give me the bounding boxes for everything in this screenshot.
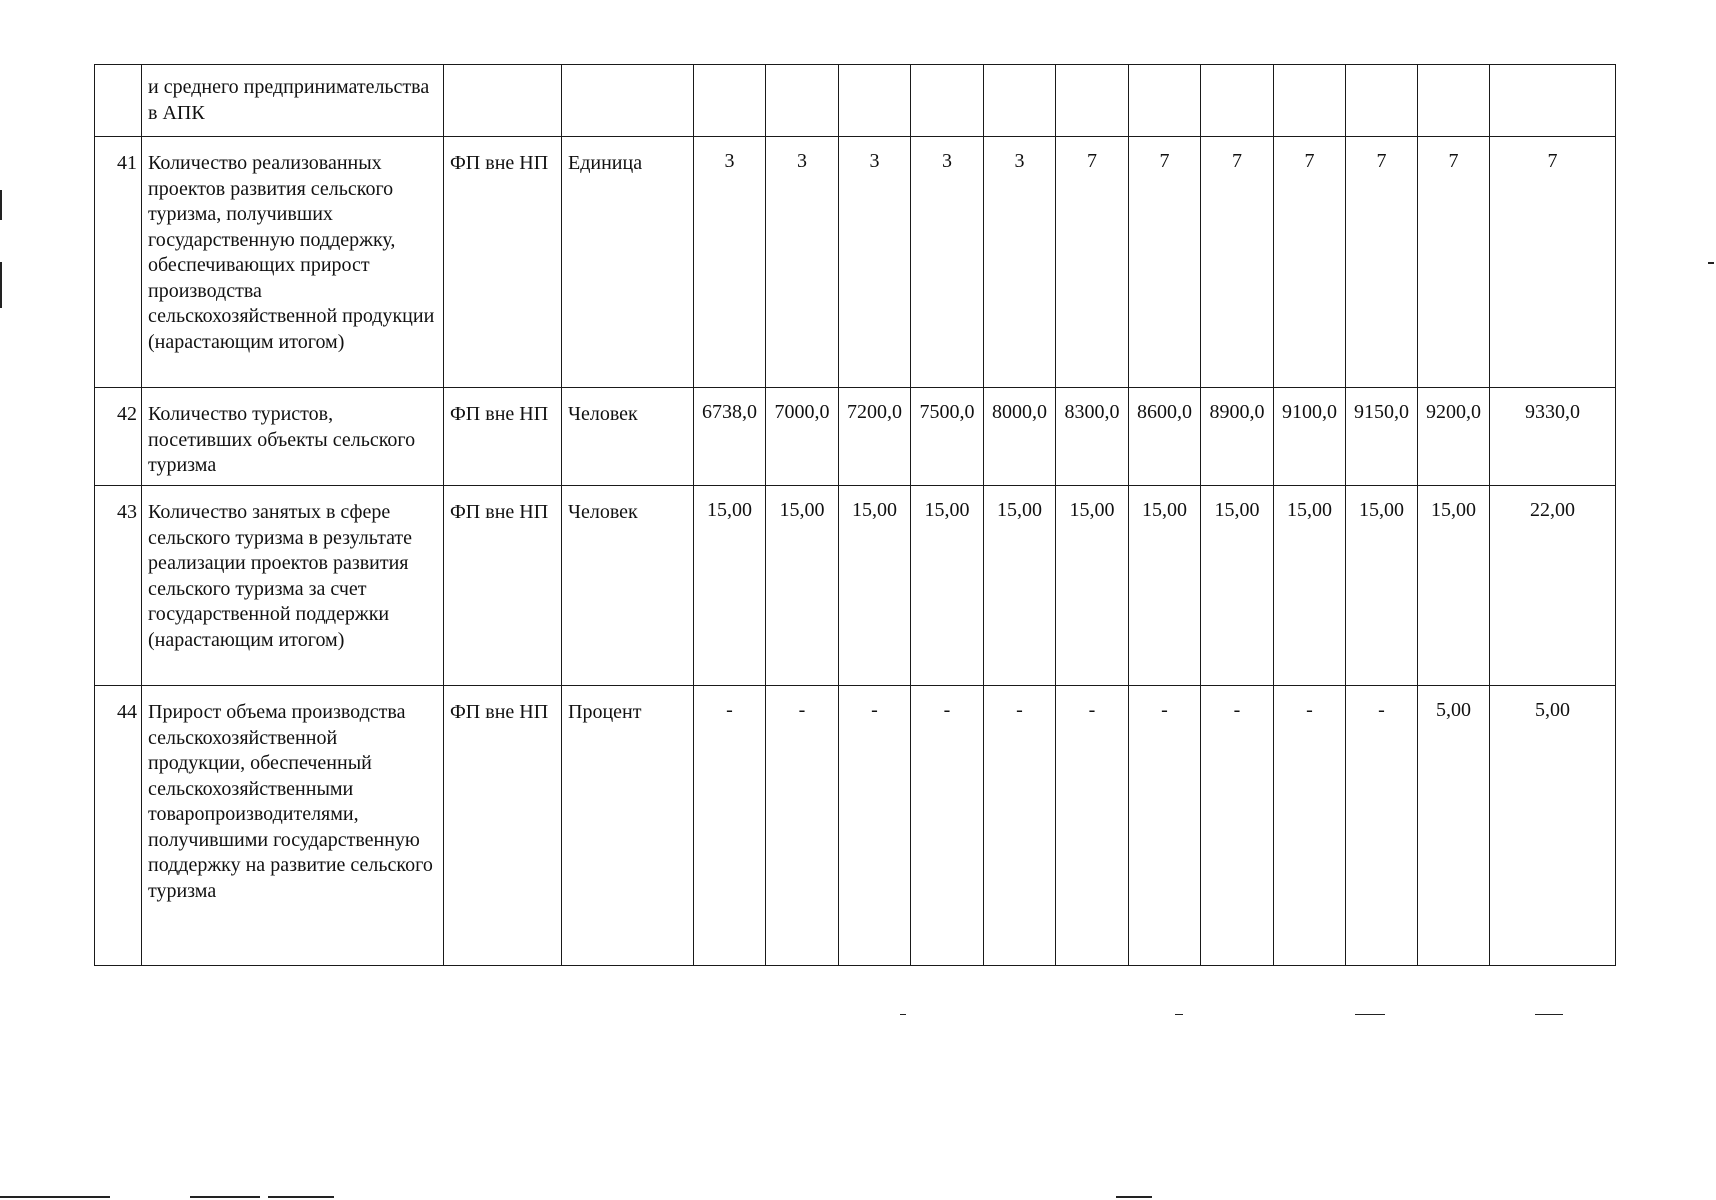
row-number [95,65,142,137]
value-cell: 15,00 [1346,486,1418,686]
source-cell: ФП вне НП [444,137,562,388]
value-cell: 3 [984,137,1056,388]
value-cell: 15,00 [1129,486,1201,686]
value-cell: 8900,0 [1201,388,1274,486]
value-cell [839,65,911,137]
value-cell: 8000,0 [984,388,1056,486]
value-cell: - [911,686,984,966]
value-cell [1056,65,1129,137]
source-cell: ФП вне НП [444,388,562,486]
scan-mark [900,1014,906,1015]
value-cell: - [766,686,839,966]
unit-cell: Единица [562,137,694,388]
value-cell: 9200,0 [1418,388,1490,486]
value-cell: 15,00 [1201,486,1274,686]
scan-mark [1175,1014,1183,1015]
value-cell: 7 [1056,137,1129,388]
scan-mark [1708,262,1714,264]
value-cell: - [694,686,766,966]
table-row [95,137,1616,388]
value-cell: 15,00 [839,486,911,686]
scan-mark [190,1196,260,1198]
table-row [95,486,1616,686]
unit-cell [562,65,694,137]
value-cell: - [984,686,1056,966]
value-cell [1346,65,1418,137]
value-cell: - [839,686,911,966]
value-cell: - [1201,686,1274,966]
value-cell [766,65,839,137]
value-cell [1274,65,1346,137]
indicator-name: Количество реализованных проектов развития сельского туризма, получивших государственную поддержку, обеспечивающих прирост производства сельскохозяйственной продукции (нарастающим итогом) [142,137,444,388]
source-cell: ФП вне НП [444,686,562,966]
value-cell: 15,00 [1418,486,1490,686]
value-cell: 5,00 [1418,686,1490,966]
scan-mark [1355,1014,1385,1015]
indicator-name: Количество занятых в сфере сельского туризма в результате реализации проектов развития сельского туризма за счет государственной поддержки (нарастающим итогом) [142,486,444,686]
value-cell [1490,65,1616,137]
indicators-table [94,64,1616,966]
scan-mark [268,1196,334,1198]
value-cell: - [1274,686,1346,966]
value-cell: 15,00 [911,486,984,686]
unit-cell: Процент [562,686,694,966]
indicator-name: Прирост объема производства сельскохозяйственной продукции, обеспеченный сельскохозяйственными товаропроизводителями, получившими государственную поддержку на развитие сельского туризма [142,686,444,966]
value-cell [1418,65,1490,137]
value-cell: 15,00 [984,486,1056,686]
indicator-name: и среднего предпринимательства в АПК [142,65,444,137]
value-cell: 3 [694,137,766,388]
value-cell: 9330,0 [1490,388,1616,486]
source-cell [444,65,562,137]
value-cell: 22,00 [1490,486,1616,686]
value-cell: - [1346,686,1418,966]
value-cell: 7 [1129,137,1201,388]
value-cell [1201,65,1274,137]
value-cell [1129,65,1201,137]
table-row [95,388,1616,486]
value-cell: 7 [1490,137,1616,388]
value-cell [984,65,1056,137]
scan-mark [0,190,2,220]
value-cell: 3 [839,137,911,388]
value-cell: 3 [911,137,984,388]
value-cell: 7200,0 [839,388,911,486]
row-number: 44 [95,686,142,966]
value-cell: - [1129,686,1201,966]
value-cell: 8300,0 [1056,388,1129,486]
value-cell: 8600,0 [1129,388,1201,486]
table-row [95,65,1616,137]
value-cell: 7000,0 [766,388,839,486]
value-cell: 15,00 [1056,486,1129,686]
value-cell: 7 [1201,137,1274,388]
value-cell: 7 [1274,137,1346,388]
value-cell: 7500,0 [911,388,984,486]
row-number: 43 [95,486,142,686]
value-cell: 9100,0 [1274,388,1346,486]
scan-mark [1535,1014,1563,1015]
unit-cell: Человек [562,486,694,686]
value-cell: 6738,0 [694,388,766,486]
value-cell [911,65,984,137]
value-cell: 5,00 [1490,686,1616,966]
value-cell: 7 [1418,137,1490,388]
value-cell: 15,00 [1274,486,1346,686]
unit-cell: Человек [562,388,694,486]
indicator-name: Количество туристов, посетивших объекты сельского туризма [142,388,444,486]
value-cell: - [1056,686,1129,966]
value-cell: 7 [1346,137,1418,388]
value-cell: 3 [766,137,839,388]
value-cell [694,65,766,137]
scan-mark [1116,1196,1152,1198]
source-cell: ФП вне НП [444,486,562,686]
value-cell: 9150,0 [1346,388,1418,486]
row-number: 42 [95,388,142,486]
scan-mark [0,1196,110,1198]
row-number: 41 [95,137,142,388]
table-row [95,686,1616,966]
scan-mark [0,262,2,308]
value-cell: 15,00 [694,486,766,686]
value-cell: 15,00 [766,486,839,686]
